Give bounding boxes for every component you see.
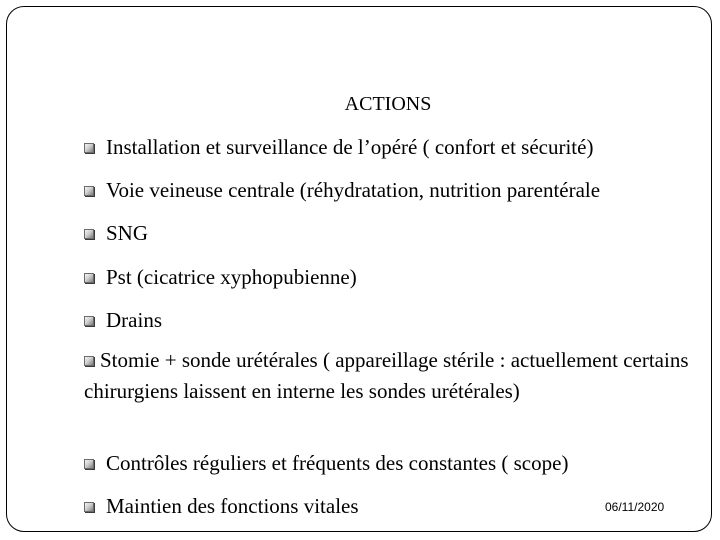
list-item-text: Stomie + sonde urétérales ( appareillage stérile : actuellement certains chirurgiens laissent en interne les sondes urétérales) — [84, 348, 689, 403]
list-item-text: Drains — [106, 308, 162, 332]
list-item — [84, 218, 694, 249]
square-bullet-icon — [84, 229, 94, 239]
list-item-text: Maintien des fonctions vitales — [106, 494, 359, 518]
list-item-text: Voie veineuse centrale (réhydratation, nutrition parentérale — [106, 178, 601, 202]
list-item — [84, 132, 694, 163]
list-item-text: Pst (cicatrice xyphopubienne) — [106, 265, 357, 289]
list-item-text: Installation et surveillance de l’opéré ( confort et sécurité) — [106, 135, 594, 159]
slide-title: ACTIONS — [344, 93, 432, 115]
list-item-text: SNG — [106, 221, 149, 245]
square-bullet-icon — [84, 356, 94, 366]
list-item — [84, 305, 694, 336]
square-bullet-icon — [84, 316, 94, 326]
slide-date: 06/11/2020 — [605, 500, 665, 514]
list-item — [84, 491, 694, 522]
square-bullet-icon — [84, 186, 94, 196]
list-item — [84, 175, 694, 206]
square-bullet-icon — [84, 143, 94, 153]
square-bullet-icon — [84, 502, 94, 512]
square-bullet-icon — [84, 459, 94, 469]
list-item — [84, 262, 694, 293]
list-item-text: Contrôles réguliers et fréquents des constantes ( scope) — [106, 451, 569, 475]
list-item — [84, 448, 694, 479]
square-bullet-icon — [84, 273, 94, 283]
list-item — [84, 345, 694, 407]
